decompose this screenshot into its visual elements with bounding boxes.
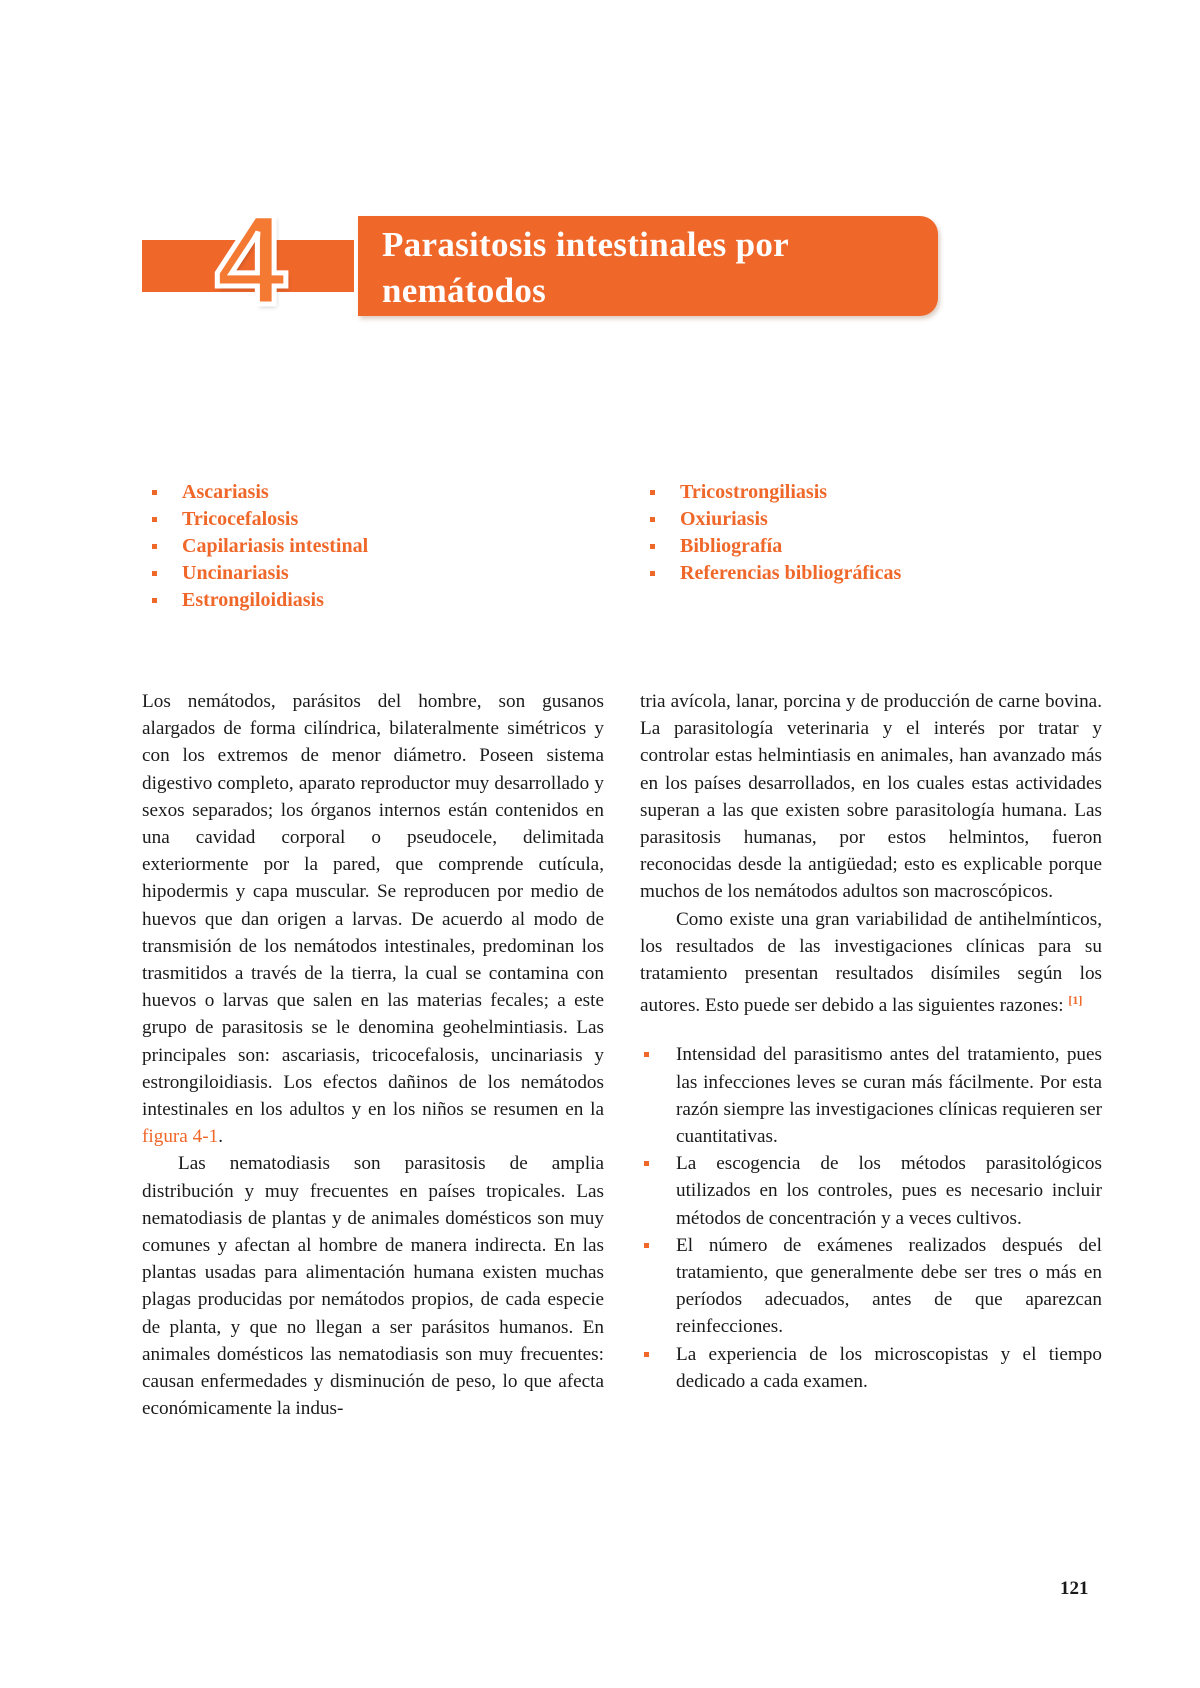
- list-item-text: La escogencia de los métodos parasitológicos utilizados en los controles, pues es necesario incluir métodos de concentración y a veces cultivos.: [676, 1153, 1102, 1229]
- bullet-icon: [152, 517, 157, 522]
- paragraph: Las nematodiasis son parasitosis de amplia distribución y muy frecuentes en países tropicales. Las nematodiasis de plantas y de animales domésticos son muy comunes y afectan al hombre de manera indirecta. En las plantas usadas para alimentación humana existen muchas plagas producidas por nemátodos propios, de cada especie de planta, y que no llegan a ser parásitos humanos. En animales domésticos las nematodiasis son muy frecuentes: causan enfermedades y disminución de peso, lo que afecta económicamente la indus-: [142, 1153, 604, 1420]
- toc-left-column: [152, 479, 368, 614]
- toc-item[interactable]: [650, 533, 901, 560]
- paragraph: tria avícola, lanar, porcina y de producción de carne bovina. La parasitología veterinaria y el interés por tratar y controlar estas helmintiasis en animales, han avanzado más en los países desarrollados, en los cuales estas actividades superan a las que existen sobre parasitología humana. Las parasitosis humanas, por estos helmintos, fueron reconocidas desde la antigüedad; esto es explicable porque muchos de los nemátodos adultos son macroscópicos.: [640, 691, 1102, 903]
- bullet-icon: [152, 571, 157, 576]
- paragraph: [142, 688, 604, 1150]
- bullet-icon: [650, 571, 655, 576]
- toc-item-label[interactable]: Ascariasis: [182, 481, 269, 503]
- list-item: [640, 1150, 1102, 1232]
- toc-item-label[interactable]: Capilariasis intestinal: [182, 535, 369, 557]
- toc-item[interactable]: [152, 506, 368, 533]
- bullet-icon: [152, 490, 157, 495]
- bullet-icon: [152, 598, 157, 603]
- toc-item-label[interactable]: Tricocefalosis: [182, 508, 299, 530]
- toc-item[interactable]: [152, 560, 368, 587]
- toc-item[interactable]: [650, 560, 901, 587]
- toc-item-label[interactable]: Estrongiloidiasis: [182, 589, 324, 611]
- figure-link[interactable]: figura 4-1: [142, 1126, 219, 1148]
- paragraph-text: Los nemátodos, parásitos del hombre, son gusanos alargados de forma cilíndrica, bilateralmente simétricos y con los extremos de menor diámetro. Poseen sistema digestivo completo, aparato reproductor muy desarrollado y sexos separados; los órganos internos están contenidos en una cavidad corporal o pseudocele, delimitada exteriormente por la pared, que comprende cutícula, hipodermis y capa muscular. Se reproducen por medio de huevos que dan origen a larvas. De acuerdo al modo de transmisión de los nemátodos intestinales, predominan los trasmitidos a través de la tierra, la cual se contamina con huevos o larvas que salen en las materias fecales; a este grupo de parasitosis se le denomina geohelmintiasis. Las principales son: ascariasis, tricocefalosis, uncinariasis y estrongiloidiasis. Los efectos dañinos de los nemátodos intestinales en los adultos y en los niños se resumen en la: [142, 691, 604, 1121]
- body-column-right: [640, 688, 1102, 1395]
- toc-right-column: [650, 479, 901, 587]
- bullet-icon: [644, 1052, 649, 1057]
- chapter-number: 4: [215, 189, 287, 332]
- reasons-list: [640, 1041, 1102, 1395]
- body-column-left: [142, 688, 604, 1422]
- toc-item-label[interactable]: Referencias bibliográficas: [680, 562, 902, 584]
- toc-item[interactable]: [650, 479, 901, 506]
- bullet-icon: [650, 490, 655, 495]
- toc-item[interactable]: [152, 587, 368, 614]
- toc-item-label[interactable]: Oxiuriasis: [680, 508, 768, 530]
- list-item-text: La experiencia de los microscopistas y el tiempo dedicado a cada examen.: [676, 1343, 1102, 1392]
- list-item-text: Intensidad del parasitismo antes del tratamiento, pues las infecciones leves se curan más fácilmente. Por esta razón siempre las investigaciones clínicas requieren ser cuantitativas.: [676, 1044, 1102, 1148]
- toc-item[interactable]: [152, 533, 368, 560]
- page-number: 121: [1060, 1578, 1089, 1599]
- list-item: [640, 1041, 1102, 1150]
- bullet-icon: [650, 517, 655, 522]
- bullet-icon: [152, 544, 157, 549]
- list-item: [640, 1341, 1102, 1395]
- toc-item[interactable]: [152, 479, 368, 506]
- bullet-icon: [644, 1161, 649, 1166]
- bullet-icon: [644, 1243, 649, 1248]
- chapter-title-box: [358, 216, 938, 316]
- bullet-icon: [650, 544, 655, 549]
- spacer: [640, 1019, 1102, 1041]
- paragraph-text: .: [218, 1126, 223, 1148]
- toc-item[interactable]: [650, 506, 901, 533]
- list-item: [640, 1232, 1102, 1341]
- toc-item-label[interactable]: Bibliografía: [680, 535, 783, 557]
- toc-item-label[interactable]: Uncinariasis: [182, 562, 289, 584]
- paragraph-text: Como existe una gran variabilidad de antihelmínticos, los resultados de las investigaciones clínicas para su tratamiento presentan resultados disímiles según los autores. Esto puede ser debido a las siguientes razones:: [640, 908, 1102, 1017]
- paragraph: [640, 906, 1102, 1020]
- chapter-title: Parasitosis intestinales por nemátodos: [382, 225, 789, 310]
- list-item-text: El número de exámenes realizados después del tratamiento, que generalmente debe ser tres o más en períodos adecuados, antes de que aparezcan reinfecciones.: [676, 1234, 1102, 1338]
- citation-link[interactable]: [1]: [1068, 993, 1083, 1008]
- toc-item-label[interactable]: Tricostrongiliasis: [680, 481, 828, 503]
- bullet-icon: [644, 1352, 649, 1357]
